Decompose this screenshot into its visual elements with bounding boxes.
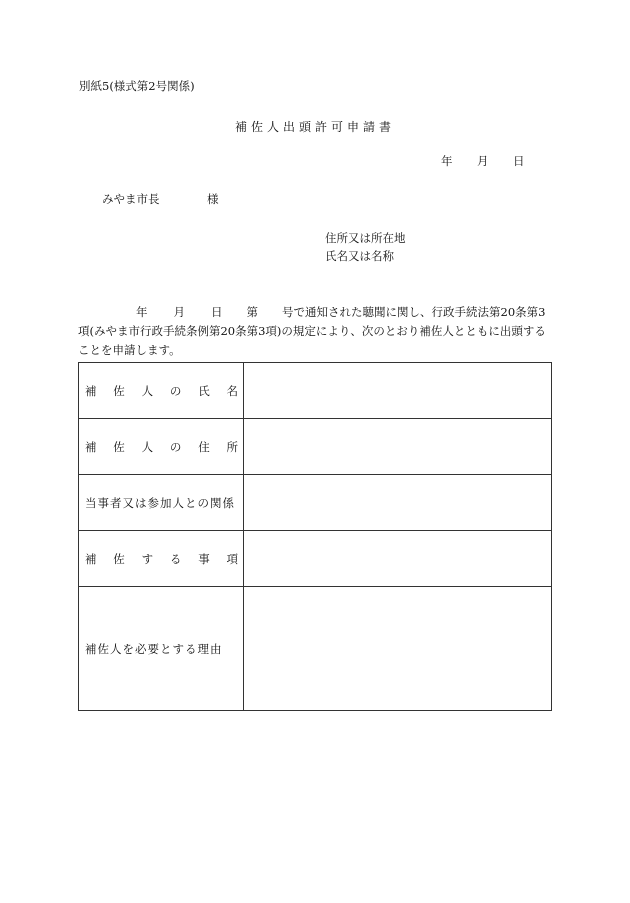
application-form-table [78,362,552,711]
label-char: 氏 [198,383,210,398]
assistant-name-field[interactable] [244,363,552,419]
table-row [79,419,552,475]
application-statement [78,303,552,360]
assistant-name-label [79,363,244,419]
reason-field[interactable] [244,587,552,711]
label-char: 人 [141,383,154,398]
label-char: 人 [141,439,154,454]
label-char: る [169,551,182,566]
form-reference: 別紙5(様式第2号関係) [79,79,195,93]
label-char: 住 [198,439,210,454]
table-row [79,587,552,711]
body-month: 月 [173,305,185,319]
label-char: 名 [226,383,238,398]
relationship-label-text: 当事者又は参加人との関係 [85,495,235,510]
label-char: 佐 [113,383,125,398]
label-char: す [141,551,154,566]
table-row [79,475,552,531]
label-char: 佐 [113,551,125,566]
body-year: 年 [136,305,148,319]
relationship-field[interactable] [244,475,552,531]
assistant-address-label [79,419,244,475]
addressee-honorific: 様 [207,192,219,206]
body-number-prefix: 第 [246,305,258,319]
reason-label-text: 補佐人を必要とする理由 [85,641,223,656]
addressee-name: みやま市長 [102,192,160,206]
date-month-label: 月 [477,154,489,168]
label-char: 事 [198,551,210,566]
label-char: 補 [85,439,97,454]
table-row [79,363,552,419]
applicant-address-label: 住所又は所在地 [325,231,406,245]
document-title: 補佐人出頭許可申請書 [234,120,395,134]
date-day-label: 日 [513,154,525,168]
relationship-label [79,475,244,531]
reason-label [79,587,244,711]
body-day: 日 [211,305,223,319]
body-text: 号で通知された聴聞に関し、行政手続法第20条第3項(みやま市行政手続条例第20条第3項)の規定により、次のとおり補佐人とともに出頭することを申請します。 [78,305,546,357]
label-char: 所 [226,439,238,454]
label-char: 佐 [113,439,125,454]
label-char: 補 [85,383,97,398]
date-year-label: 年 [441,154,453,168]
label-char: 補 [85,551,97,566]
assistant-address-field[interactable] [244,419,552,475]
label-char: の [169,439,182,454]
applicant-name-label: 氏名又は名称 [325,249,394,263]
label-char: の [169,383,182,398]
assist-matters-field[interactable] [244,531,552,587]
label-char: 項 [226,551,238,566]
assist-matters-label [79,531,244,587]
table-row [79,531,552,587]
